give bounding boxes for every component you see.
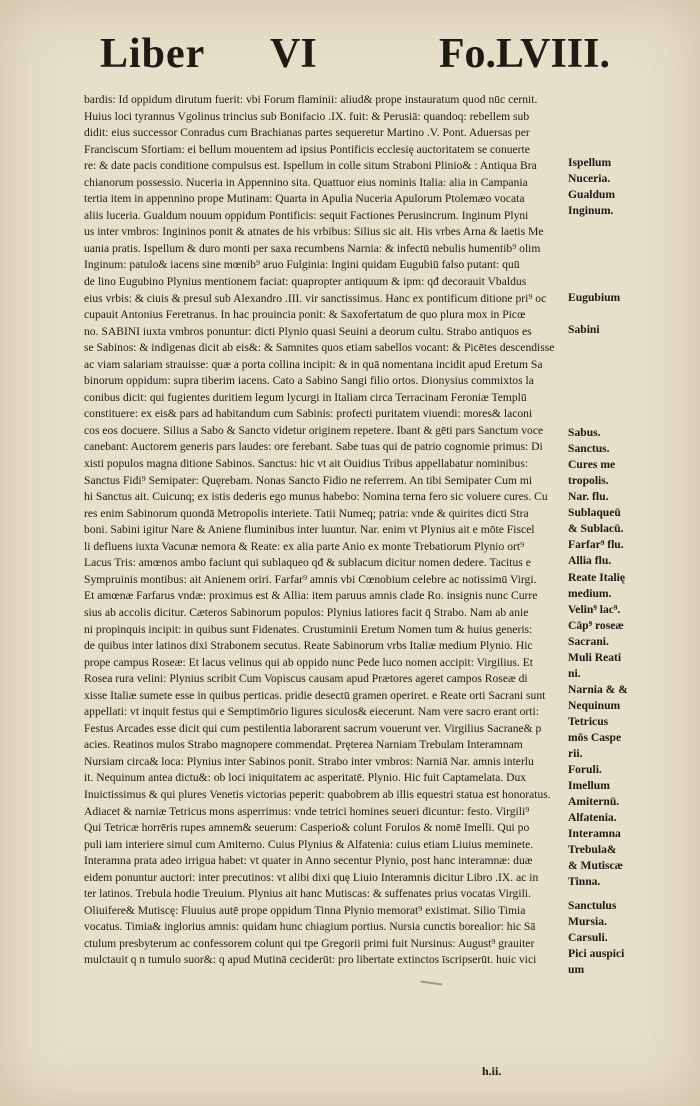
text-line: prope campus Roseæ: Et lacus velinus qui ab oppido nunc Pede luco nomen accipit: Virgilius. Et [84, 655, 534, 669]
margin-note: & Mutiscæ [568, 859, 624, 872]
margin-note: & Sublacū. [568, 522, 624, 535]
text-line: appellati: vt inquit festus qui e Semptimōrio ligures siculos& eiecerunt. Nam vere sacro erant orti: [84, 705, 539, 719]
margin-note: Farfar⁹ flu. [568, 538, 624, 551]
header-book-number: VI [270, 31, 317, 77]
text-line: res enim Sabinorum quondā Metropolis interiete. Tatii Numeq; patria: vnde & quirites dicti Stra [84, 506, 529, 520]
signature-mark: h.ii. [482, 1064, 502, 1078]
margin-note: Tinna. [568, 875, 601, 888]
margin-note: Amiternū. [568, 795, 620, 808]
text-line: cos eos docuere. Silius a Sabo & Sancto videtur originem repetere. Ibant & gēti pars Sanctum voce [84, 423, 544, 437]
margin-note: Sanctulus [568, 899, 617, 912]
text-line: chianorum possessio. Nuceria in Appennino sita. Quattuor eius nominis Italia: alia in Campania [84, 175, 528, 189]
text-line: it. Nequinum antea dictu&: ob loci iniquitatem ac asperitatē. Plynio. Hic fuit Captamelata. Dux [84, 771, 527, 785]
text-line: Rosea rura velini: Plynius scribit Cum Vopiscus causam apud Prætores ageret campos Roseæ di [84, 672, 528, 686]
text-line: mulctauit q n tumulo suor&: q apud Mutinā ceciderūt: pro libertate extinctos īscripserūt. huic vici [84, 953, 537, 967]
margin-note: Nar. flu. [568, 490, 609, 503]
text-line: eius vrbis: & ciuis & presul sub Alexandro .III. vir sanctissimus. Hanc ex pontificum ditione pri⁹ oc [84, 291, 547, 305]
margin-note: Pici auspici [568, 947, 625, 960]
text-line: Inuictissimus & qui plures Venetis victorias peperit: quabobrem ab illis equestri statua est honoratus. [84, 787, 551, 801]
text-line: Lacus Tris: amœnos ambo faciunt qui sublaqueo qđ & sublacum dicitur nomen dedere. Tacitus e [84, 556, 531, 570]
margin-note: Imellum [568, 779, 610, 792]
margin-note: Trebula& [568, 843, 617, 856]
text-line: Qui Tetricæ horrēris rupes amnem& seuerum: Casperio& colunt Forulos & nomē Imelli. Qui po [84, 821, 530, 835]
header-folio-number: Fo.LVIII. [438, 31, 610, 77]
margin-note: Cures me [568, 458, 616, 471]
margin-note: tropolis. [568, 474, 609, 487]
text-line: ac viam salariam strauisse: quæ a porta collina incipit: & in quā nomentana incidit apud Eretum Sa [84, 357, 543, 371]
text-line: ni propinquis incipit: in quibus sunt Fidenates. Crustuminii Eretum Nomen tum & huius generis: [84, 622, 533, 636]
text-line: uania pratis. Ispellum & duro monti per saxa recumbens Narnia: & infectū nebulis humentib⁹ olim [84, 241, 541, 255]
margin-note: Sabini [568, 323, 600, 336]
text-line: de lino Eugubino Plynius mentionem faciat: quapropter antiquum & ipm: qđ decorauit Vbaldus [84, 275, 527, 289]
text-line: puli iam interiere simul cum Amiterno. Cuius Plynius & Alfatenia: cuius etiam Liuius meminete. [84, 837, 534, 851]
text-line: xisti populos magna ditione Sabinos. Sanctus: hic vt ait Ouidius Tribus appellabatur nominibus: [84, 457, 529, 471]
margin-note: rii. [568, 747, 583, 760]
text-line: vocatus. Timia& inglorius amnis: quidam hunc chiagium portius. Nursia cunctis borealior: hic Sā [84, 920, 536, 934]
text-line: no. SABINI iuxta vmbros ponuntur: dicti Plynio quasi Seuini a deorum cultu. Strabo antiquos es [84, 324, 532, 338]
running-header [100, 30, 610, 82]
text-line: boni. Sabini igitur Nare & Aniene fluminibus inter luuntur. Nar. enim vt Plynius ait e mōte Fiscel [84, 523, 535, 537]
text-line: Interamna prata adeo irrigua habet: vt quater in Anno secentur Plynio, post hanc interamnæ: duæ [84, 854, 533, 868]
margin-note: Sabus. [568, 426, 601, 439]
text-line: cupauit Antonius Feretranus. In hac prouincia ponit: & Saxofertatum de quo plura mox in Picœ [84, 308, 526, 322]
margin-note: Sanctus. [568, 442, 610, 455]
main-text-column [84, 92, 570, 1072]
margin-note: Gualdum [568, 188, 616, 201]
margin-note: Ispellum [568, 156, 612, 169]
text-line: Franciscum Sfortiam: ei bellum mouentem ad ipsius Pontificis ecclesię auctoritatem se conuerte [84, 142, 530, 156]
text-line: didit: eius successor Conradus cum Brachianas partes sequeretur Martino .V. Pont. Aduersas per [84, 126, 530, 140]
text-line: binorum oppidum: supra tiberim iacens. Cato a Sabino Sangi filio ortos. Dionysius commixtos la [84, 374, 534, 388]
text-line: ctulum presbyterum ac confessorem colunt qui tpe Gregorii primi fuit Nursinus: August⁹ grauiter [84, 936, 535, 950]
margin-note: Eugubium [568, 291, 621, 304]
margin-note: Mursia. [568, 915, 607, 928]
margin-note: um [568, 963, 585, 976]
margin-note: Alfatenia. [568, 811, 617, 824]
text-line: se Sabinos: & indigenas dicit ab eis&: & Samnites quos etiam sabellos vocant: & Picētes descendisse [84, 341, 555, 355]
text-line: de quibus inter latinos dixi Strabonem secutus. Reate Sabinorum vrbs Italiæ medium Plynio. Hic [84, 639, 533, 653]
text-line: Festus Arcades esse dicit qui cum pestilentia laborarent sacrum vouerunt ver. Virgilius Sacrane& p [84, 721, 542, 735]
text-line: eidem ponuntur auctori: inter precutinos: vt alibi dixi quę Liuio Interamnis dicitur Libro .IX. ac in [84, 870, 539, 884]
text-line: tertia item in appennino prope Mutinam: Quarta in Apulia Nuceria Apulorum Ptolemæo vocata [84, 192, 525, 206]
margin-note: Foruli. [568, 763, 602, 776]
margin-note: Inginum. [568, 204, 614, 217]
text-line: xisse Italiæ sumete esse in quibus perticas. pridie desectū gramen operiret. e Reate orti Sacrani sunt [84, 688, 546, 702]
text-line: constituere: ex eis& pars ad habitandum cum Sabinis: profecti puritatem viuendi: mores& laconi [84, 407, 533, 421]
text-line: Huius loci tyrannus Vgolinus trincius sub Bonifacio .IX. fuit: & Perusiā: quandoq: rebellem sub [84, 109, 530, 123]
header-book-label: Liber [100, 31, 206, 77]
text-line: Sanctus Fidi⁹ Semipater: Quęrebam. Nonas Sancto Fidio ne referrem. An tibi Semipater Cum mi [84, 473, 533, 487]
margin-note: Narnia & & [568, 683, 628, 696]
text-line: Nursiam circa& loca: Plynius inter Sabinos ponit. Strabo inter vmbros: Narniā Nar. amnis interlu [84, 754, 534, 768]
margin-note: Carsuli. [568, 931, 608, 944]
margin-note: Allia flu. [568, 554, 612, 567]
margin-note: Tetricus [568, 715, 609, 728]
text-line: Inginum: patulo& iacens sine mœnib⁹ aruo Fulginia: Ingini quidam Eugubiū falso putant: quū [84, 258, 520, 272]
text-line: canebant: Auctorem generis pars laudes: ore ferebant. Sabe tuas qui de patrio cognomie primus: Di [84, 440, 543, 454]
margin-note: Sublaqueū [568, 506, 621, 519]
text-line: Sympruinis montibus: ait Anienem oriri. Farfar⁹ amnis vbi Cœnobium celebre ac notissimū Virgi. [84, 572, 537, 586]
text-line: Et amœnæ Farfarus vndæ: proximus est & Allia: item paruus amnis clade Ro. insignis nunc Curre [84, 589, 538, 603]
text-line: acies. Reatinos mulos Strabo magnopere commendat. Pręterea Narniam Trebulam Interamnam [84, 738, 523, 752]
margin-note: Nequinum [568, 699, 621, 712]
text-line: li defluens iuxta Vacunæ nemora & Reate: ex alia parte Anio ex monte Trebatiorum Plynio ort⁹ [84, 539, 525, 553]
text-line: ter latinos. Trebula hodie Treuium. Plynius ait hanc Mutiscas: & suffenates prius vocatas Virgili. [84, 887, 531, 901]
margin-note: Cāp⁹ roseæ [568, 619, 624, 632]
margin-note: Muli Reati [568, 651, 622, 664]
text-line: us inter vmbros: Ingininos ponit & atnates de his vrbibus: Silius sic ait. His vrbes Arna & laetis Me [84, 225, 544, 239]
margin-note: Interamna [568, 827, 621, 840]
text-line: hi Sanctus ait. Cuicunq; ex istis dederis ego munus habebo: Nomina terna fero sic voluere cures. Cu [84, 490, 548, 504]
text-line: Adiacet & narniæ Tetricus mons asperrimus: vnde tetrici homines seueri dicuntur: festo. Virgili⁹ [84, 804, 530, 818]
margin-note: medium. [568, 587, 612, 600]
margin-note: Sacrani. [568, 635, 609, 648]
margin-note: ni. [568, 667, 581, 680]
text-line: conibus dicit: qui fugientes duritiem legum lycurgi in Italiam circa Terracinam Feroniæ Templū [84, 390, 527, 404]
margin-note: mōs Caspe [568, 731, 622, 744]
margin-note: Reate Italię [568, 571, 625, 584]
margin-note: Nuceria. [568, 172, 611, 185]
text-line: re: & date pacis conditione compulsus est. Ispellum in colle situm Straboni Plinio& : Antiqua Bra [84, 159, 537, 173]
text-line: Oliuifere& Mutiscę: Fluuius autē prope oppidum Tinna Plynio memorat⁹ existimat. Silio Timia [84, 903, 526, 917]
text-line: bardis: Id oppidum dirutum fuerit: vbi Forum flaminii: aliud& prope instauratum quod nūc cernit. [84, 93, 538, 106]
text-line: sius ab accolis dicitur. Cæteros Sabinorum populos: Plynius latiores facit q̄ Strabo. Nam ab anie [84, 605, 529, 619]
text-line: aliis luceria. Gualdum nouum oppidum Pontificis: sequit Factiones Perusincrum. Inginum Plyni [84, 208, 529, 222]
margin-note: Velin⁹ lac⁹. [568, 603, 621, 616]
